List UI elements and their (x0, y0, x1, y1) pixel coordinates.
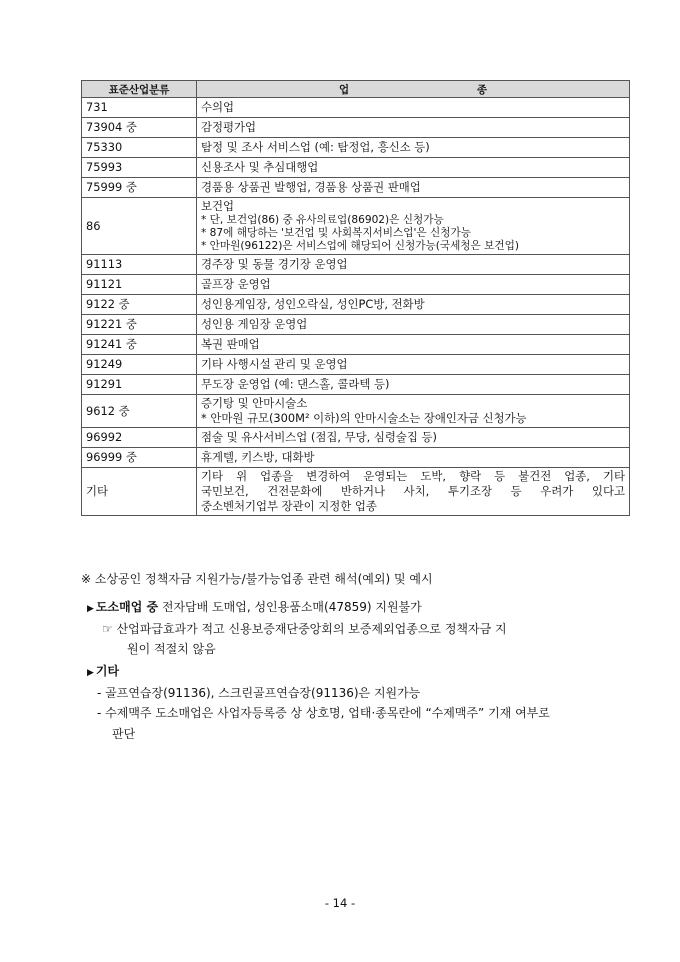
industry-desc-cell (197, 355, 630, 375)
industry-desc-line: 복권 판매업 (201, 337, 260, 351)
industry-desc-line: 보건업 (201, 199, 235, 213)
industry-desc-line: * 안마원 규모(300M² 이하)의 안마시술소는 장애인자금 신청가능 (201, 411, 527, 425)
industry-desc-cell (197, 335, 630, 355)
other-label: 기타 (95, 664, 120, 678)
wholesale-text: 전자담배 도매업, 성인용품소매(47859) 지원불가 (158, 600, 422, 614)
industry-code-cell: 91221 중 (82, 315, 197, 335)
industry-code-cell: 73904 중 (82, 118, 197, 138)
industry-desc-cell (197, 395, 630, 428)
triangle-bullet-icon: ▶ (87, 604, 94, 614)
industry-desc-cell (197, 448, 630, 468)
triangle-bullet-icon: ▶ (87, 668, 94, 678)
header-code: 표준산업분류 (82, 81, 197, 98)
industry-code-cell: 96992 (82, 428, 197, 448)
wholesale-label: 도소매업 중 (95, 600, 159, 614)
wholesale-sub-1: ☞ 산업파급효과가 적고 신용보증재단중앙회의 보증제외업종으로 정책자금 지 (102, 622, 507, 636)
table-row (82, 255, 630, 275)
industry-desc-line: 감정평가업 (201, 120, 257, 134)
industry-desc-cell (197, 428, 630, 448)
table-row (82, 295, 630, 315)
industry-code-cell: 75999 중 (82, 178, 197, 198)
table-row (82, 198, 630, 255)
other-item-1: - 골프연습장(91136), 스크린골프연습장(91136)은 지원가능 (97, 686, 421, 700)
industry-code-cell: 91249 (82, 355, 197, 375)
industry-desc-line: * 안마원(96122)은 서비스업에 해당되어 신청가능(국세청은 보건업) (201, 240, 519, 252)
industry-code-cell: 9122 중 (82, 295, 197, 315)
table-row (82, 335, 630, 355)
header-industry: 업 종 (197, 81, 630, 98)
industry-desc-line: 국민보건, 건전문화에 반하거나 사치, 투기조장 등 우려가 있다고 (201, 484, 625, 498)
table-body (82, 98, 630, 516)
wholesale-sub-2: 원이 적절치 않음 (127, 642, 216, 656)
page-number: - 14 - (324, 896, 356, 910)
table-row (82, 355, 630, 375)
industry-desc-line: 수의업 (201, 100, 235, 114)
industry-desc-line: 증기탕 및 안마시술소 (201, 396, 308, 410)
industry-code-cell: 91121 (82, 275, 197, 295)
industry-code-cell: 96999 중 (82, 448, 197, 468)
table-row (82, 98, 630, 118)
industry-desc-cell (197, 255, 630, 275)
table-row (82, 178, 630, 198)
other-line (87, 661, 119, 683)
industry-desc-cell (197, 468, 630, 516)
industry-code-cell: 75993 (82, 158, 197, 178)
industry-desc-line: 성인용게임장, 성인오락실, 성인PC방, 전화방 (201, 297, 425, 311)
industry-desc-cell (197, 375, 630, 395)
other-item-2b: 판단 (112, 727, 136, 741)
wholesale-line (87, 597, 422, 619)
industry-code-cell: 기타 (82, 468, 197, 516)
industry-desc-line: 경품용 상품권 발행업, 경품용 상품권 판매업 (201, 180, 421, 194)
industry-desc-cell (197, 178, 630, 198)
industry-desc-cell (197, 275, 630, 295)
table-row (82, 395, 630, 428)
industry-desc-line: 기타 사행시설 관리 및 운영업 (201, 357, 348, 371)
industry-desc-line: 경주장 및 동물 경기장 운영업 (201, 257, 348, 271)
industry-desc-cell (197, 315, 630, 335)
industry-desc-cell (197, 295, 630, 315)
industry-desc-line: 휴게텔, 키스방, 대화방 (201, 450, 315, 464)
industry-desc-cell (197, 118, 630, 138)
industry-code-cell: 91113 (82, 255, 197, 275)
table-row (82, 158, 630, 178)
industry-code-cell: 75330 (82, 138, 197, 158)
other-item-2a: - 수제맥주 도소매업은 사업자등록증 상 상호명, 업태·종목란에 “수제맥주” 기재 여부로 (97, 706, 550, 720)
notes-heading: ※ 소상공인 정책자금 지원가능/불가능업종 관련 해석(예외) 및 예시 (81, 572, 433, 586)
industry-desc-cell (197, 98, 630, 118)
industry-desc-cell (197, 158, 630, 178)
industry-code-cell: 91241 중 (82, 335, 197, 355)
table-row (82, 468, 630, 516)
table-row (82, 448, 630, 468)
industry-desc-line: 중소벤처기업부 장관이 지정한 업종 (201, 499, 377, 513)
industry-desc-line: 기타 위 업종을 변경하여 운영되는 도박, 향락 등 불건전 업종, 기타 (201, 469, 625, 483)
industry-code-cell: 91291 (82, 375, 197, 395)
industry-desc-line: * 87에 해당하는 '보건업 및 사회복지서비스업'은 신청가능 (201, 227, 471, 239)
industry-desc-line: 점술 및 유사서비스업 (점집, 무당, 심령술집 등) (201, 430, 437, 444)
industry-desc-line: 신용조사 및 추심대행업 (201, 160, 319, 174)
table-row (82, 375, 630, 395)
industry-desc-line: 성인용 게임장 운영업 (201, 317, 308, 331)
industry-desc-line: * 단, 보건업(86) 중 유사의료업(86902)은 신청가능 (201, 214, 444, 226)
industry-code-cell: 9612 중 (82, 395, 197, 428)
industry-desc-line: 탐정 및 조사 서비스업 (예: 탐정업, 흥신소 등) (201, 140, 430, 154)
industry-code-cell: 86 (82, 198, 197, 255)
industry-code-cell: 731 (82, 98, 197, 118)
table-row (82, 275, 630, 295)
industry-desc-line: 무도장 운영업 (예: 댄스홀, 콜라텍 등) (201, 377, 390, 391)
table-row (82, 315, 630, 335)
table-row (82, 428, 630, 448)
industry-table (81, 80, 630, 516)
industry-desc-cell (197, 198, 630, 255)
industry-desc-cell (197, 138, 630, 158)
table-row (82, 138, 630, 158)
table-row (82, 118, 630, 138)
industry-desc-line: 골프장 운영업 (201, 277, 271, 291)
